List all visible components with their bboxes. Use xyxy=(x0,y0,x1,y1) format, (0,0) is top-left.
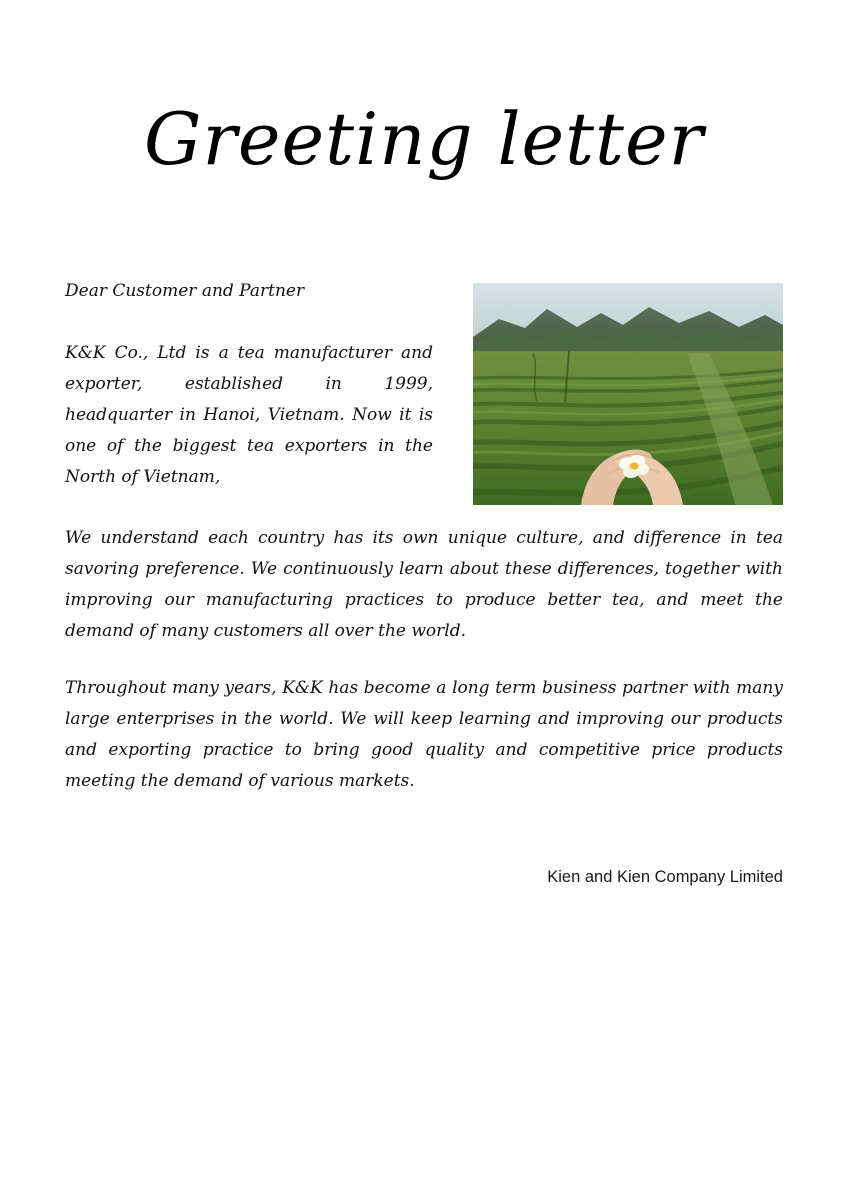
paragraph-3: Throughout many years, K&K has become a long term business partner with many large enterprises in the world. We will keep learning and improving our products and exporting practice to bring good quality and competitive price products meeting the demand of various markets. xyxy=(65,678,783,791)
letter-body xyxy=(65,278,783,823)
paragraph-1: K&K Co., Ltd is a tea manufacturer and exporter, established in 1999, headquarter in Hanoi, Vietnam. Now it is one of the biggest tea exporters in the North of Vietnam, xyxy=(65,343,433,487)
signature-line: Kien and Kien Company Limited xyxy=(547,868,783,886)
page-title: Greeting letter xyxy=(144,97,704,181)
paragraph-2: We understand each country has its own unique culture, and difference in tea savoring preference. We continuously learn about these differences, together with improving our manufacturing practices to produce better tea, and meet the demand of many customers all over the world. xyxy=(65,528,783,641)
salutation: Dear Customer and Partner xyxy=(65,281,305,301)
